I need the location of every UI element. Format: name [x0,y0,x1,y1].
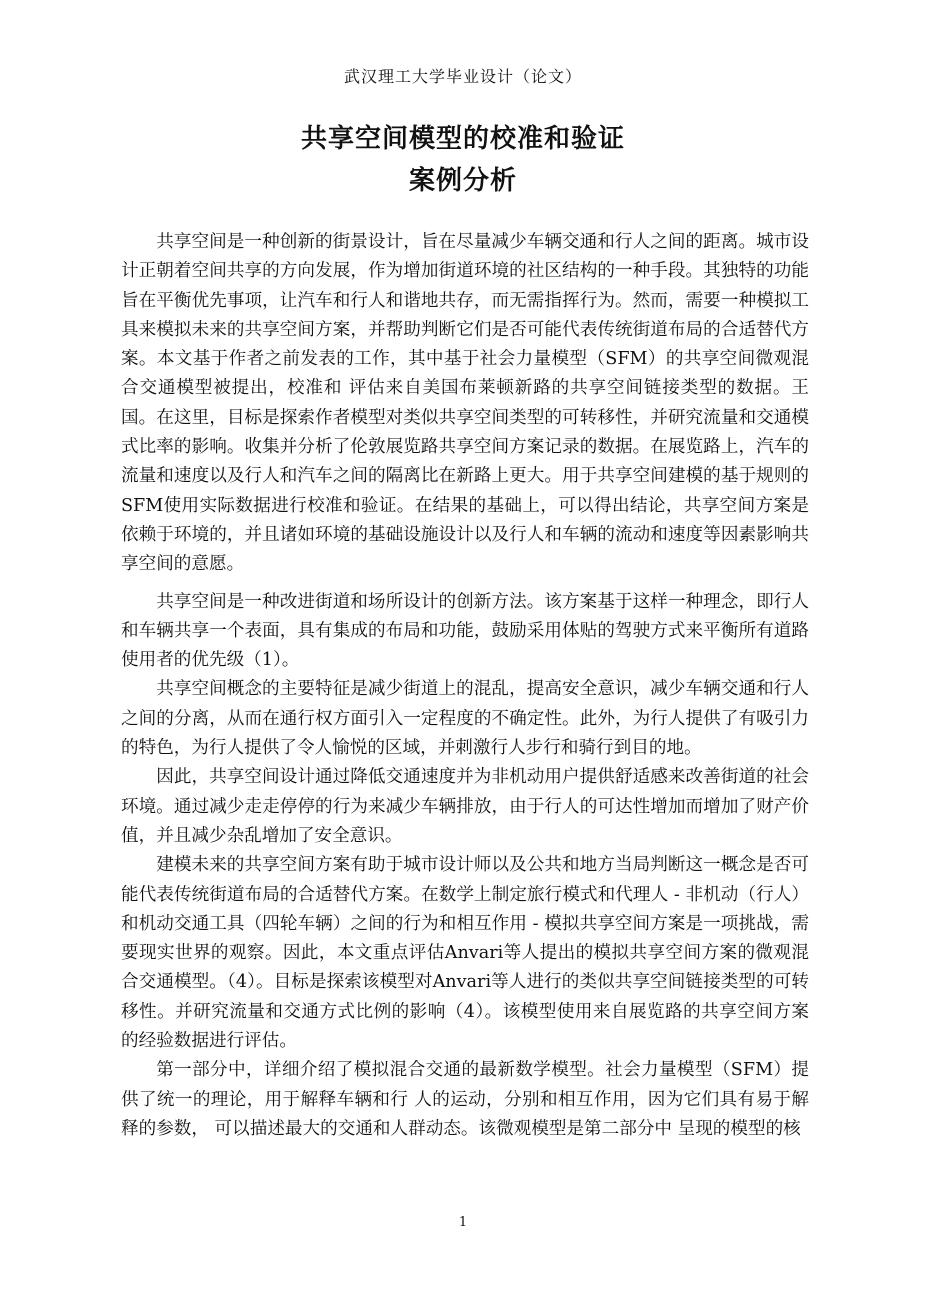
paragraph: 因此，共享空间设计通过降低交通速度并为非机动用户提供舒适感来改善街道的社会环境。通过减少走走停停的行为来减少车辆排放，由于行人的可达性增加而增加了财产价值，并且减少杂乱增加了安全意识。 [121,767,809,846]
paragraph-abstract: 共享空间是一种创新的街景设计，旨在尽量减少车辆交通和行人之间的距离。城市设计正朝着空间共享的方向发展，作为增加街道环境的社区结构的一种手段。其独特的功能旨在平衡优先事项，让汽车和行人和谐地共存，而无需指挥行为。然而，需要一种模拟工具来模拟未来的共享空间方案，并帮助判断它们是否可能代表传统街道布局的合适替代方案。本文基于作者之前发表的工作，其中基于社会力量模型（SFM）的共享空间微观混合交通模型被提出，校准和 评估来自美国布莱顿新路的共享空间链接类型的数据。王国。在这里，目标是探索作者模型对类似共享空间类型的可转移性，并研究流量和交通模式比率的影响。收集并分析了伦敦展览路共享空间方案记录的数据。在展览路上，汽车的流量和速度以及行人和汽车之间的隔离比在新路上更大。用于共享空间建模的基于规则的SFM使用实际数据进行校准和验证。在结果的基础上，可以得出结论，共享空间方案是依赖于环境的，并且诸如环境的基础设施设计以及行人和车辆的流动和速度等因素影响共享空间的意愿。 [121,232,809,575]
page-number: 1 [458,1215,468,1230]
paragraph: 共享空间是一种改进街道和场所设计的创新方法。该方案基于这样一种理念，即行人和车辆共享一个表面，具有集成的布局和功能，鼓励采用体贴的驾驶方式来平衡所有道路使用者的优先级（1）。 [121,591,809,671]
running-header: 武汉理工大学毕业设计（论文） [343,67,582,86]
paragraph: 第一部分中，详细介绍了模拟混合交通的最新数学模型。社会力量模型（SFM）提供了统一的理论，用于解释车辆和行 人的运动，分别和相互作用，因为它们具有易于解释的参数， 可以描述最大的交通和人群动态。该微观模型是第二部分中 呈现的模型的核 [121,1060,809,1139]
title-line-2: 案例分析 [408,166,517,196]
body-text [121,228,809,1144]
paper-title [0,118,926,202]
paragraph: 共享空间概念的主要特征是减少街道上的混乱，提高安全意识，减少车辆交通和行人之间的分离，从而在通行权方面引入一定程度的不确定性。此外，为行人提供了有吸引力的特色，为行人提供了令人愉悦的区域，并刺激行人步行和骑行到目的地。 [121,679,809,759]
title-line-1: 共享空间模型的校准和验证 [300,124,625,154]
paragraph: 建模未来的共享空间方案有助于城市设计师以及公共和地方当局判断这一概念是否可能代表传统街道布局的合适替代方案。在数学上制定旅行模式和代理人 - 非机动（行人）和机动交通工具（四轮车辆）之间的行为和相互作用 - 模拟共享空间方案是一项挑战，需要现实世界的观察。因此，本文重点评估Anvari等人提出的模拟共享空间方案的微观混合交通模型。（4）。目标是探索该模型对Anvari等人进行的类似共享空间链接类型的可转移性。并研究流量和交通方式比例的影响（4）。该模型使用来自展览路的共享空间方案的经验数据进行评估。 [121,855,809,1052]
